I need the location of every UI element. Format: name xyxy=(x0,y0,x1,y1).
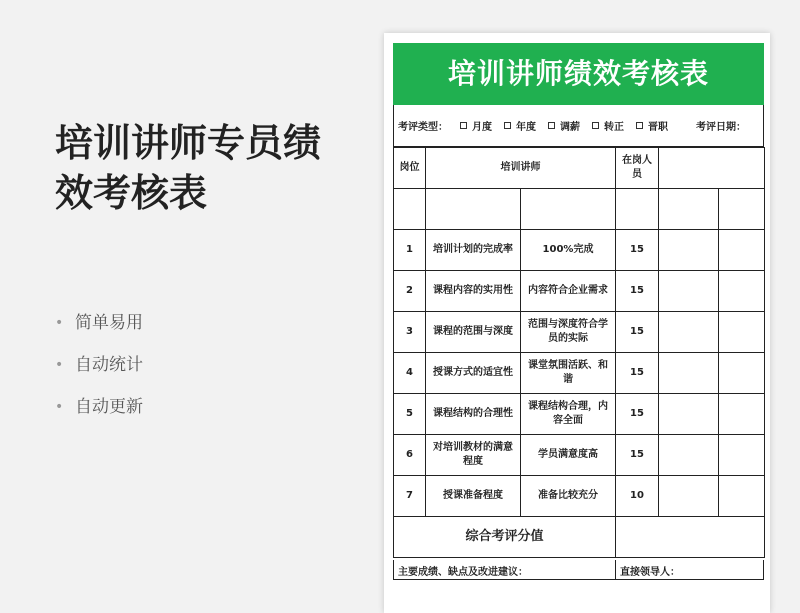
blank-cell xyxy=(719,189,765,230)
table-row xyxy=(394,353,765,394)
row-item: 对培训教材的满意程度 xyxy=(426,435,521,476)
row-standard: 课堂氛围活跃、和谐 xyxy=(521,353,616,394)
table-row xyxy=(394,476,765,517)
feature-label: 自动更新 xyxy=(75,397,143,417)
header-staff: 在岗人员 xyxy=(616,148,659,189)
blank-cell xyxy=(616,189,659,230)
evaluation-type-row xyxy=(393,105,764,147)
table-row xyxy=(394,435,765,476)
option-yearly[interactable] xyxy=(504,118,536,133)
summary-row xyxy=(394,517,765,558)
blank-cell xyxy=(426,189,521,230)
footer-row xyxy=(393,560,764,580)
feature-item xyxy=(55,310,143,352)
table-row xyxy=(394,394,765,435)
row-self-score[interactable] xyxy=(659,230,719,271)
row-item: 培训计划的完成率 xyxy=(426,230,521,271)
feature-label: 自动统计 xyxy=(75,355,143,375)
checkbox-icon[interactable] xyxy=(636,122,643,129)
option-label: 月度 xyxy=(472,122,492,133)
row-standard: 课程结构合理，内容全面 xyxy=(521,394,616,435)
evaluation-table xyxy=(393,147,765,558)
row-self-score[interactable] xyxy=(659,353,719,394)
evaluation-date-label: 考评日期： xyxy=(696,122,746,133)
row-final-score[interactable] xyxy=(719,312,765,353)
bullet-icon: • xyxy=(55,399,64,415)
option-label: 调薪 xyxy=(560,122,580,133)
row-final-score[interactable] xyxy=(719,271,765,312)
feature-list xyxy=(55,310,143,436)
table-row xyxy=(394,312,765,353)
row-self-score[interactable] xyxy=(659,394,719,435)
feature-item xyxy=(55,352,143,394)
row-standard: 学员满意度高 xyxy=(521,435,616,476)
table-blank-row xyxy=(394,189,765,230)
row-score: 15 xyxy=(616,312,659,353)
option-label: 晋职 xyxy=(648,122,668,133)
row-final-score[interactable] xyxy=(719,435,765,476)
table-header-row xyxy=(394,148,765,189)
row-number: 1 xyxy=(394,230,426,271)
option-regular[interactable] xyxy=(592,118,624,133)
feature-label: 简单易用 xyxy=(75,313,143,333)
option-label: 年度 xyxy=(516,122,536,133)
blank-cell xyxy=(659,189,719,230)
row-final-score[interactable] xyxy=(719,476,765,517)
sheet-title: 培训讲师绩效考核表 xyxy=(393,43,764,105)
row-number: 3 xyxy=(394,312,426,353)
option-promotion[interactable] xyxy=(636,118,668,133)
row-score: 15 xyxy=(616,271,659,312)
row-number: 5 xyxy=(394,394,426,435)
summary-value[interactable] xyxy=(616,517,765,558)
table-row xyxy=(394,271,765,312)
table-row xyxy=(394,230,765,271)
row-item: 授课方式的适宜性 xyxy=(426,353,521,394)
header-position: 岗位 xyxy=(394,148,426,189)
summary-label: 综合考评分值 xyxy=(394,517,616,558)
checkbox-icon[interactable] xyxy=(460,122,467,129)
option-monthly[interactable] xyxy=(460,118,492,133)
row-score: 15 xyxy=(616,230,659,271)
bullet-icon: • xyxy=(55,315,64,331)
leader-label: 直接领导人： xyxy=(620,567,680,578)
row-self-score[interactable] xyxy=(659,312,719,353)
row-self-score[interactable] xyxy=(659,271,719,312)
row-item: 课程结构的合理性 xyxy=(426,394,521,435)
row-item: 授课准备程度 xyxy=(426,476,521,517)
comments-label: 主要成绩、缺点及改进建议： xyxy=(394,560,616,579)
row-final-score[interactable] xyxy=(719,394,765,435)
row-standard: 100%完成 xyxy=(521,230,616,271)
checkbox-icon[interactable] xyxy=(504,122,511,129)
row-score: 15 xyxy=(616,394,659,435)
header-staff-value[interactable] xyxy=(659,148,765,189)
header-job: 培训讲师 xyxy=(426,148,616,189)
row-standard: 内容符合企业需求 xyxy=(521,271,616,312)
evaluation-type-label: 考评类型： xyxy=(398,122,448,133)
row-number: 4 xyxy=(394,353,426,394)
row-item: 课程的范围与深度 xyxy=(426,312,521,353)
row-score: 15 xyxy=(616,435,659,476)
row-item: 课程内容的实用性 xyxy=(426,271,521,312)
row-number: 7 xyxy=(394,476,426,517)
feature-item xyxy=(55,394,143,436)
row-standard: 准备比较充分 xyxy=(521,476,616,517)
blank-cell xyxy=(521,189,616,230)
row-score: 10 xyxy=(616,476,659,517)
row-number: 2 xyxy=(394,271,426,312)
checkbox-icon[interactable] xyxy=(592,122,599,129)
row-self-score[interactable] xyxy=(659,435,719,476)
page-title: 培训讲师专员绩效考核表 xyxy=(55,121,322,215)
option-salary[interactable] xyxy=(548,118,580,133)
document-preview xyxy=(384,33,770,613)
checkbox-icon[interactable] xyxy=(548,122,555,129)
row-self-score[interactable] xyxy=(659,476,719,517)
row-number: 6 xyxy=(394,435,426,476)
row-score: 15 xyxy=(616,353,659,394)
bullet-icon: • xyxy=(55,357,64,373)
row-final-score[interactable] xyxy=(719,353,765,394)
option-label: 转正 xyxy=(604,122,624,133)
blank-cell xyxy=(394,189,426,230)
row-final-score[interactable] xyxy=(719,230,765,271)
row-standard: 范围与深度符合学员的实际 xyxy=(521,312,616,353)
